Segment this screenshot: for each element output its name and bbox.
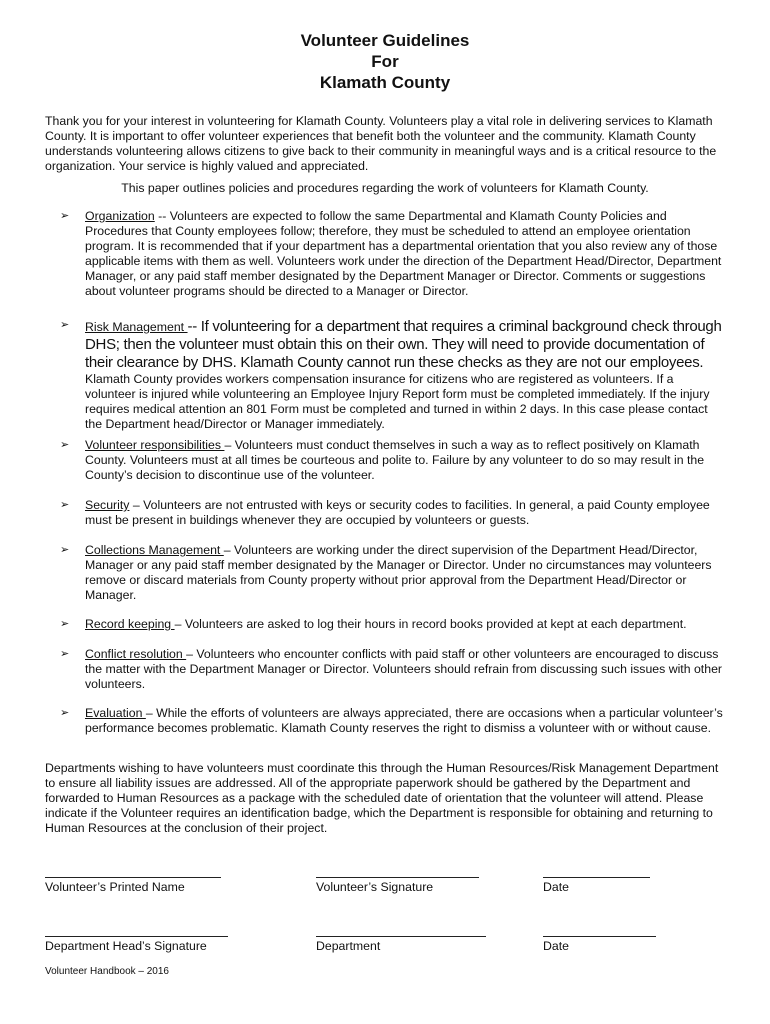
title-line-1: Volunteer Guidelines <box>300 31 470 50</box>
volunteer-signature-line <box>316 877 479 878</box>
title-line-2: For <box>371 52 399 71</box>
bullet-emphasis: -- If volunteering for a department that requires a criminal background check through DHS; then the volunteer must obtain this on their own. They will need to provide documentation of their clearance by DHS. Klamath County cannot run these checks as they are not our employees. <box>85 318 722 371</box>
volunteer-signature-label: Volunteer’s Signature <box>316 880 434 894</box>
arrow-bullet-icon: ➢ <box>60 707 70 719</box>
arrow-bullet-icon: ➢ <box>60 210 70 222</box>
outline-sentence: This paper outlines policies and procedures regarding the work of volunteers for Klamath County. <box>121 181 649 195</box>
bullet-text: – Volunteers who encounter conflicts with paid staff or other volunteers are encouraged to discuss the matter with the Department Manager or Director. Volunteers should refrain from discussing such issues with other volunteers. <box>85 647 723 691</box>
bullet-text: – Volunteers are working under the direct supervision of the Department Head/Director, Manager or any paid staff member designated by the Manager or Director. Under no circumstances may volunteers remove or discard materials from County property without prior approval from the Department Head/Director or Manager. <box>85 543 712 602</box>
bullet-term: Record keeping <box>85 617 175 631</box>
bullet-term: Organization <box>85 209 155 223</box>
bullet-term: Conflict resolution <box>85 647 187 661</box>
printed-name-label: Volunteer’s Printed Name <box>45 880 185 894</box>
arrow-bullet-icon: ➢ <box>60 544 70 556</box>
dept-head-signature-label: Department Head’s Signature <box>45 939 207 953</box>
bullet-record-keeping <box>60 617 725 632</box>
bullet-security <box>60 498 725 528</box>
bullet-term: Security <box>85 498 130 512</box>
arrow-bullet-icon: ➢ <box>60 499 70 511</box>
date-label-2: Date <box>543 939 569 953</box>
bullet-text: – Volunteers must conduct themselves in such a way as to reflect positively on Klamath County. Volunteers must at all times be courteous and polite to. Failure by any volunteer to do so may result in the County’s decision to discontinue use of the volunteer. <box>85 438 705 482</box>
department-line <box>316 936 486 937</box>
date-label-1: Date <box>543 880 569 894</box>
arrow-bullet-icon: ➢ <box>60 618 70 630</box>
bullet-text: Klamath County provides workers compensation insurance for citizens who are registered as volunteers. If a volunteer is injured while volunteering an Employee Injury Report form must be completed immediately. If the injury requires medical attention an 801 Form must be completed and turned in within 2 days. In this case please contact the Department head/Director or Manager immediately. <box>85 372 710 431</box>
bullet-text: – Volunteers are not entrusted with keys or security codes to facilities. In general, a paid County employee must be present in buildings whenever they are occupied by volunteers or guests. <box>85 498 710 527</box>
bullet-conflict-resolution <box>60 647 725 692</box>
dept-head-signature-line <box>45 936 228 937</box>
bullet-term: Evaluation <box>85 706 146 720</box>
date-line-1 <box>543 877 650 878</box>
bullet-text: – Volunteers are asked to log their hours in record books provided at kept at each department. <box>174 617 687 631</box>
bullet-organization <box>60 209 725 299</box>
bullet-evaluation <box>60 706 725 736</box>
date-line-2 <box>543 936 656 937</box>
bullet-text: -- Volunteers are expected to follow the same Departmental and Klamath County Policies and Procedures that County employees follow; therefore, they must be scheduled to attend an employee orientation program. It is recommended that if your department has a departmental orientation that you also review any of those applicable items with them as well. Volunteers work under the direction of the Department Head/Director, Department Manager, or any paid staff member designated by the Department Manager or Director. Comments or suggestions about volunteer programs should be directed to a Manager or Director. <box>85 209 722 298</box>
printed-name-line <box>45 877 221 878</box>
title-line-3: Klamath County <box>319 73 451 92</box>
arrow-bullet-icon: ➢ <box>60 648 70 660</box>
bullet-term: Collections Management <box>85 543 224 557</box>
arrow-bullet-icon: ➢ <box>60 439 70 451</box>
footer-text: Volunteer Handbook – 2016 <box>45 966 169 977</box>
bullet-collections-management <box>60 543 725 603</box>
bullet-text: – While the efforts of volunteers are always appreciated, there are occasions when a particular volunteer’s performance becomes problematic. Klamath County reserves the right to dismiss a volunteer with or without cause. <box>85 706 723 735</box>
arrow-bullet-icon: ➢ <box>60 319 70 331</box>
intro-paragraph: Thank you for your interest in volunteering for Klamath County. Volunteers play a vital role in delivering services to Klamath County. It is important to offer volunteer experiences that benefit both the volunteer and the community. Klamath County understands volunteering allows citizens to give back to their community in meaningful ways and is a critical resource to the organization. Your service is highly valued and appreciated. <box>45 114 717 173</box>
bullet-term: Risk Management <box>85 320 188 334</box>
closing-paragraph: Departments wishing to have volunteers must coordinate this through the Human Resources/Risk Management Department to ensure all liability issues are addressed. All of the appropriate paperwork should be gathered by the Department and forwarded to Human Resources as a package with the scheduled date of orientation that the volunteer will attend. Please indicate if the Volunteer requires an identification badge, which the Department is responsible for obtaining and returning to Human Resources at the conclusion of their project. <box>45 761 719 835</box>
department-label: Department <box>316 939 381 953</box>
bullet-risk-management <box>60 318 725 432</box>
bullet-volunteer-responsibilities <box>60 438 725 483</box>
bullet-term: Volunteer responsibilities <box>85 438 225 452</box>
